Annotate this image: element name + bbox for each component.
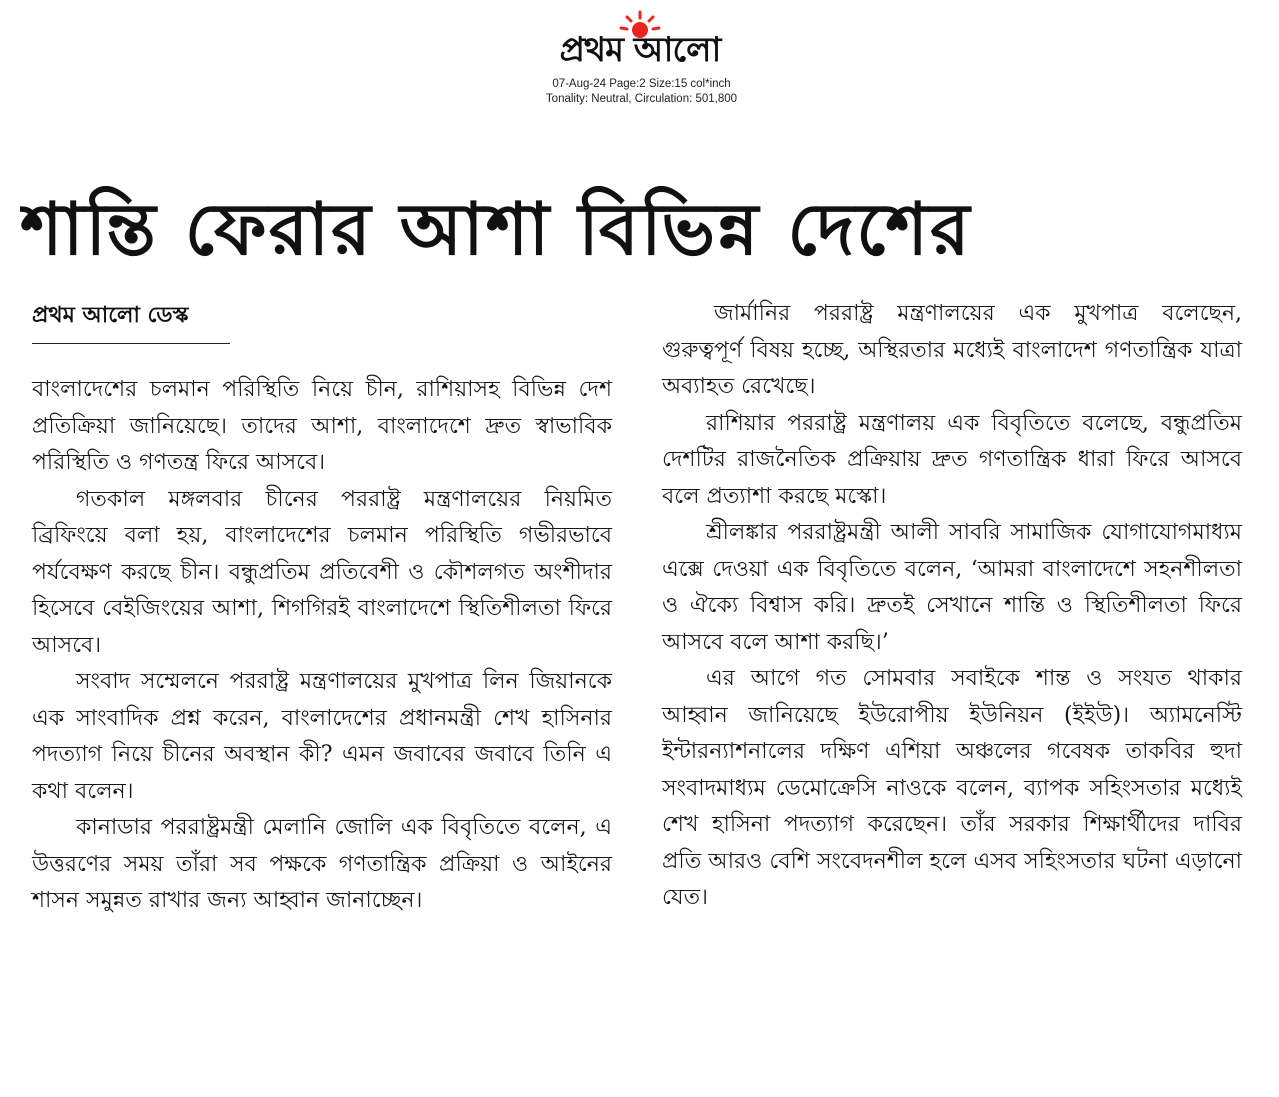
byline-divider [32, 343, 230, 344]
newspaper-logo [505, 10, 775, 72]
masthead [0, 0, 1279, 110]
clipping-meta-date-page: 07-Aug-24 Page:2 Size:15 col*inch [552, 78, 731, 90]
logo-wordmark: প্রথম আলো [559, 30, 721, 70]
clipping-meta-tonality: Tonality: Neutral, Circulation: 501,800 [545, 93, 738, 105]
paragraph: কানাডার পররাষ্ট্রমন্ত্রী মেলানি জোলি এক বিবৃতিতে বলেন, এ উত্তরণের সময় তাঁরা সব পক্ষকে গণতান্ত্রিক প্রক্রিয়া ও আইনের শাসন সমুন্নত রাখার জন্য আহ্বান জানাচ্ছেন। [32, 815, 612, 913]
paragraph: জার্মানির পররাষ্ট্র মন্ত্রণালয়ের এক মুখপাত্র বলেছেন, গুরুত্বপূর্ণ বিষয় হচ্ছে, অস্থিরতার মধ্যেই বাংলাদেশ গণতান্ত্রিক যাত্রা অব্যাহত রেখেছে। [662, 301, 1242, 399]
paragraph: সংবাদ সম্মেলনে পররাষ্ট্র মন্ত্রণালয়ের মুখপাত্র লিন জিয়ানকে এক সাংবাদিক প্রশ্ন করেন, বাংলাদেশের প্রধানমন্ত্রী শেখ হাসিনার পদত্যাগ নিয়ে চীনের অবস্থান কী? এমন জবাবের জবাবে তিনি এ কথা বলেন। [32, 669, 612, 804]
paragraph: এর আগে গত সোমবার সবাইকে শান্ত ও সংযত থাকার আহ্বান জানিয়েছে ইউরোপীয় ইউনিয়ন (ইইউ)। অ্যামনেস্টি ইন্টারন্যাশনালের দক্ষিণ এশিয়া অঞ্চলের গবেষক তাকবির হুদা সংবাদমাধ্যম ডেমোক্রেসি নাওকে বলেন, ব্যাপক সহিংসতার মধ্যেই শেখ হাসিনা পদত্যাগ করেছেন। তাঁর সরকার শিক্ষার্থীদের দাবির প্রতি আরও বেশি সংবেদনশীল হলে এসব সহিংসতার ঘটনা এড়ানো যেত। [662, 666, 1242, 910]
paragraph: শ্রীলঙ্কার পররাষ্ট্রমন্ত্রী আলী সাবরি সামাজিক যোগাযোগমাধ্যম এক্সে দেওয়া এক বিবৃতিতে বলেন, ‘আমরা বাংলাদেশে সহনশীলতা ও ঐক্যে বিশ্বাস করি। দ্রুতই সেখানে শান্তি ও স্থিতিশীলতা ফিরে আসবে বলে আশা করছি।’ [662, 520, 1242, 655]
paragraph: বাংলাদেশের চলমান পরিস্থিতি নিয়ে চীন, রাশিয়াসহ বিভিন্ন দেশ প্রতিক্রিয়া জানিয়েছে। তাদের আশা, বাংলাদেশে দ্রুত স্বাভাবিক পরিস্থিতি ও গণতন্ত্র ফিরে আসবে। [32, 377, 612, 475]
article-headline: শান্তি ফেরার আশা বিভিন্ন দেশের [20, 187, 972, 271]
article-column-right [662, 296, 1242, 917]
article-column-left [32, 372, 612, 920]
article-byline: প্রথম আলো ডেস্ক [32, 303, 189, 328]
paragraph: গতকাল মঙ্গলবার চীনের পররাষ্ট্র মন্ত্রণালয়ের নিয়মিত ব্রিফিংয়ে বলা হয়, বাংলাদেশের চলমান পরিস্থিতি গভীরভাবে পর্যবেক্ষণ করছে চীন। বন্ধুপ্রতিম প্রতিবেশী ও কৌশলগত অংশীদার হিসেবে বেইজিংয়ের আশা, শিগগিরই বাংলাদেশে স্থিতিশীলতা ফিরে আসবে। [32, 486, 612, 658]
paragraph: রাশিয়ার পররাষ্ট্র মন্ত্রণালয় এক বিবৃতিতে বলেছে, বন্ধুপ্রতিম দেশটির রাজনৈতিক প্রক্রিয়ায় দ্রুত গণতান্ত্রিক ধারা ফিরে আসবে বলে প্রত্যাশা করছে মস্কো। [662, 410, 1242, 509]
